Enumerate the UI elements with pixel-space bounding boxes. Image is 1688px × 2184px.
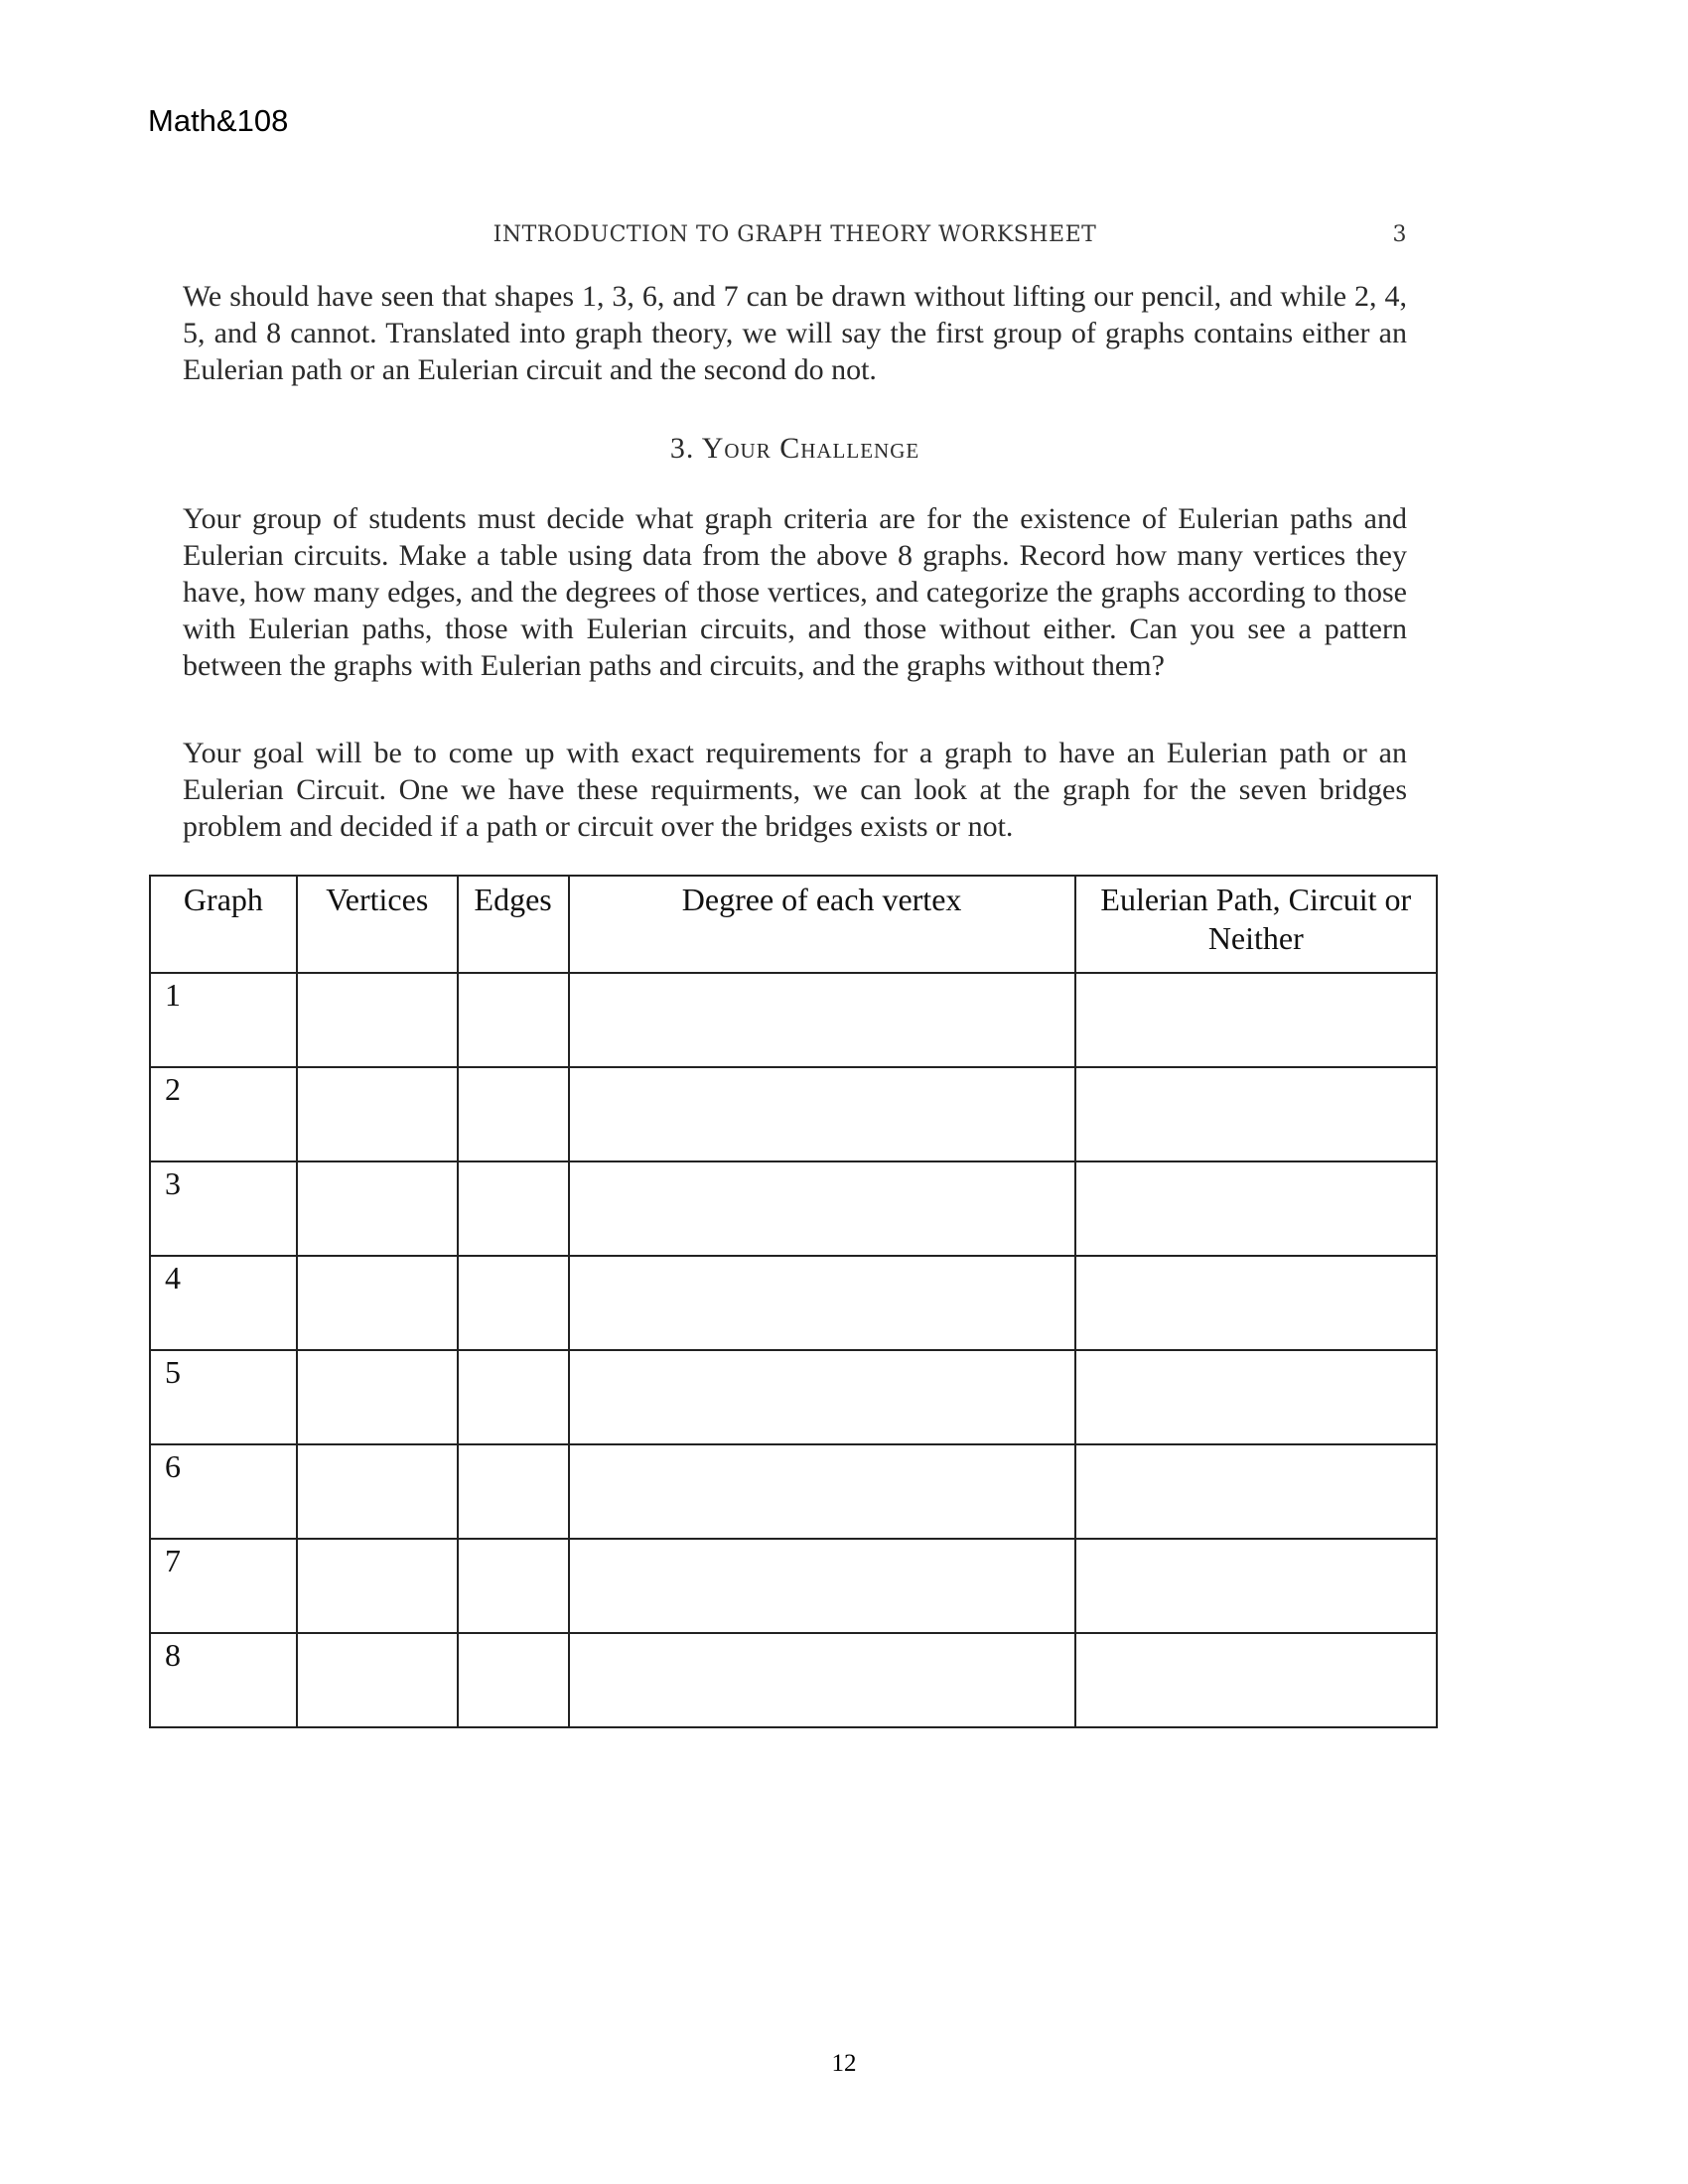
classification-cell[interactable] [1075, 1633, 1437, 1727]
table-row [150, 1350, 1437, 1444]
graph-number-cell: 6 [150, 1444, 297, 1539]
section-heading: 3. Your Challenge [669, 432, 920, 465]
graph-data-table [149, 875, 1438, 1728]
header-graph: Graph [150, 876, 297, 973]
graph-number-cell: 1 [150, 973, 297, 1067]
vertices-cell[interactable] [297, 1444, 458, 1539]
edges-cell[interactable] [458, 1539, 569, 1633]
vertices-cell[interactable] [297, 1256, 458, 1350]
edges-cell[interactable] [458, 1350, 569, 1444]
degree-cell[interactable] [569, 1256, 1075, 1350]
vertices-cell[interactable] [297, 1067, 458, 1161]
table-row [150, 1539, 1437, 1633]
graph-number-cell: 8 [150, 1633, 297, 1727]
goal-paragraph: Your goal will be to come up with exact requirements for a graph to have an Eulerian path or an Eulerian Circuit. One we have these requirments, we can look at the graph for the seven bridges problem and decided if a path or circuit over the bridges exists or not. [183, 737, 1407, 843]
vertices-cell[interactable] [297, 1633, 458, 1727]
table-row [150, 1444, 1437, 1539]
graph-number-cell: 4 [150, 1256, 297, 1350]
running-head-title: INTRODUCTION TO GRAPH THEORY WORKSHEET [492, 222, 1097, 247]
vertices-cell[interactable] [297, 973, 458, 1067]
graph-number-cell: 2 [150, 1067, 297, 1161]
degree-cell[interactable] [569, 1633, 1075, 1727]
classification-cell[interactable] [1075, 1350, 1437, 1444]
page-number: 12 [831, 2050, 857, 2077]
course-label: Math&108 [148, 103, 289, 138]
running-head-page-number: 3 [1392, 222, 1407, 247]
header-edges: Edges [458, 876, 569, 973]
edges-cell[interactable] [458, 1444, 569, 1539]
table-row [150, 1633, 1437, 1727]
edges-cell[interactable] [458, 973, 569, 1067]
header-classification: Eulerian Path, Circuit or Neither [1075, 876, 1437, 973]
intro-paragraph: We should have seen that shapes 1, 3, 6, and 7 can be drawn without lifting our pencil, and while 2, 4, 5, and 8 cannot. Translated into graph theory, we will say the first group of graphs contains either an Eulerian path or an Eulerian circuit and the second do not. [183, 280, 1407, 386]
classification-cell[interactable] [1075, 1256, 1437, 1350]
degree-cell[interactable] [569, 1161, 1075, 1256]
challenge-paragraph: Your group of students must decide what graph criteria are for the existence of Eulerian paths and Eulerian circuits. Make a table using data from the above 8 graphs. Record how many vertices they have, how many edges, and the degrees of those vertices, and categorize the graphs according to those with Eulerian paths, those with Eulerian circuits, and those without either. Can you see a pattern between the graphs with Eulerian paths and circuits, and the graphs without them? [183, 502, 1407, 682]
edges-cell[interactable] [458, 1633, 569, 1727]
classification-cell[interactable] [1075, 1067, 1437, 1161]
degree-cell[interactable] [569, 1539, 1075, 1633]
graph-number-cell: 3 [150, 1161, 297, 1256]
degree-cell[interactable] [569, 1444, 1075, 1539]
classification-cell[interactable] [1075, 973, 1437, 1067]
edges-cell[interactable] [458, 1256, 569, 1350]
degree-cell[interactable] [569, 1067, 1075, 1161]
graph-number-cell: 5 [150, 1350, 297, 1444]
table-row [150, 973, 1437, 1067]
table-header-row [150, 876, 1437, 973]
header-vertices: Vertices [297, 876, 458, 973]
table-row [150, 1067, 1437, 1161]
vertices-cell[interactable] [297, 1350, 458, 1444]
degree-cell[interactable] [569, 1350, 1075, 1444]
classification-cell[interactable] [1075, 1539, 1437, 1633]
vertices-cell[interactable] [297, 1539, 458, 1633]
table-row [150, 1256, 1437, 1350]
classification-cell[interactable] [1075, 1161, 1437, 1256]
degree-cell[interactable] [569, 973, 1075, 1067]
header-degree: Degree of each vertex [569, 876, 1075, 973]
classification-cell[interactable] [1075, 1444, 1437, 1539]
vertices-cell[interactable] [297, 1161, 458, 1256]
graph-number-cell: 7 [150, 1539, 297, 1633]
edges-cell[interactable] [458, 1161, 569, 1256]
table-row [150, 1161, 1437, 1256]
edges-cell[interactable] [458, 1067, 569, 1161]
